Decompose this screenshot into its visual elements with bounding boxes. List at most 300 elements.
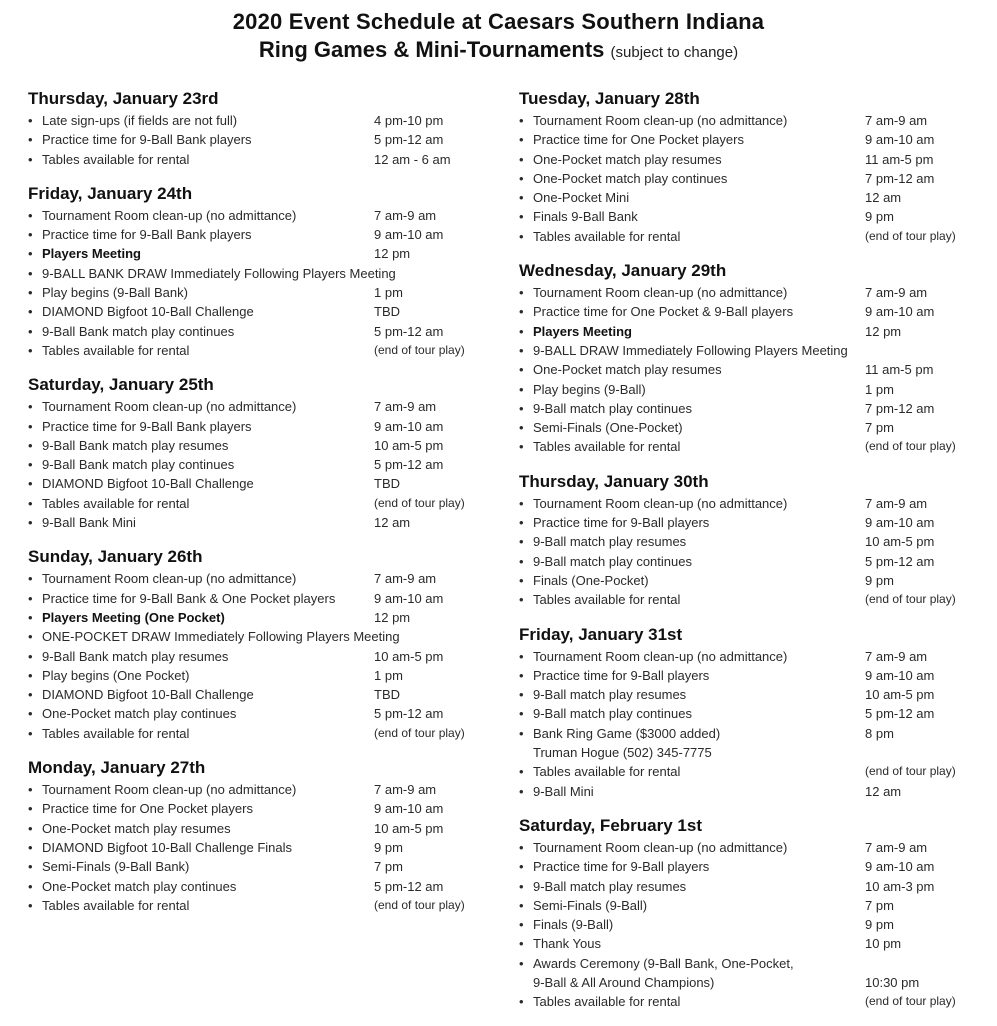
day-title: Thursday, January 30th xyxy=(519,471,709,491)
bullet-icon: • xyxy=(28,304,33,320)
schedule-row xyxy=(519,552,959,571)
bullet-icon: • xyxy=(519,783,524,799)
event-label: Tables available for rental xyxy=(533,439,681,455)
event-label: Practice time for 9-Ball Bank players xyxy=(42,132,252,148)
event-time: 7 am-9 am xyxy=(865,648,928,664)
event-label: DIAMOND Bigfoot 10-Ball Challenge xyxy=(42,687,254,703)
bullet-icon: • xyxy=(28,706,33,722)
event-time: 9 am-10 am xyxy=(865,304,935,320)
schedule-row xyxy=(519,934,959,953)
bullet-icon: • xyxy=(28,476,33,492)
bullet-icon: • xyxy=(519,400,524,416)
bullet-icon: • xyxy=(519,151,524,167)
event-label: Awards Ceremony (9-Ball Bank, One-Pocket, xyxy=(533,955,794,971)
schedule-row xyxy=(28,724,468,743)
bullet-icon: • xyxy=(519,285,524,301)
event-time: 9 am-10 am xyxy=(374,227,444,243)
event-time: (end of tour play) xyxy=(374,495,465,510)
day-title: Thursday, January 23rd xyxy=(28,89,219,108)
bullet-icon: • xyxy=(28,648,33,664)
event-label: Tables available for rental xyxy=(533,994,681,1010)
bullet-icon: • xyxy=(28,609,33,625)
schedule-row xyxy=(28,111,468,130)
event-time: 1 pm xyxy=(374,667,403,683)
bullet-icon: • xyxy=(519,113,524,128)
schedule-row xyxy=(28,264,468,283)
event-label: 9-BALL DRAW Immediately Following Players Meeting xyxy=(533,342,848,358)
schedule-row xyxy=(28,819,468,838)
schedule-row xyxy=(519,169,959,188)
day-title: Saturday, February 1st xyxy=(519,815,702,835)
event-label: Semi-Finals (9-Ball) xyxy=(533,897,648,913)
schedule-row xyxy=(519,283,959,302)
event-label: 9-Ball Bank match play continues xyxy=(42,457,235,473)
bullet-icon: • xyxy=(519,228,524,244)
event-time: 9 am-10 am xyxy=(865,132,935,148)
bullet-icon: • xyxy=(28,897,33,913)
bullet-icon: • xyxy=(28,457,33,473)
schedule-row xyxy=(519,762,959,781)
event-time: 10 am-5 pm xyxy=(374,437,444,453)
event-time: 5 pm-12 am xyxy=(374,706,444,722)
schedule-row xyxy=(519,322,959,341)
event-time: 5 pm-12 am xyxy=(374,132,444,148)
schedule-row xyxy=(519,494,959,513)
bullet-icon: • xyxy=(28,207,33,223)
bullet-icon: • xyxy=(519,381,524,397)
schedule-row xyxy=(28,589,468,608)
event-time: 9 pm xyxy=(865,572,894,588)
day-title: Sunday, January 26th xyxy=(28,547,203,567)
schedule-row xyxy=(519,915,959,934)
event-time: 9 am-10 am xyxy=(865,859,935,875)
right-column xyxy=(519,88,959,1026)
event-label: 9-Ball Bank Mini xyxy=(42,515,136,531)
day-section xyxy=(28,546,468,743)
event-time: 7 pm xyxy=(865,897,894,913)
schedule-row xyxy=(28,569,468,588)
schedule-row xyxy=(519,685,959,704)
bullet-icon: • xyxy=(519,209,524,225)
bullet-icon: • xyxy=(519,994,524,1010)
schedule-row xyxy=(519,782,959,801)
schedule-row xyxy=(519,513,959,532)
bullet-icon: • xyxy=(28,399,33,415)
day-title: Friday, January 31st xyxy=(519,624,683,644)
event-time: 7 am-9 am xyxy=(374,207,437,223)
event-label: Tournament Room clean-up (no admittance) xyxy=(533,113,788,128)
day-section xyxy=(28,183,468,360)
event-time: 11 am-5 pm xyxy=(865,151,934,167)
event-time: (end of tour play) xyxy=(865,228,956,243)
schedule-row xyxy=(28,685,468,704)
event-label: Finals 9-Ball Bank xyxy=(533,209,638,225)
schedule-row xyxy=(28,150,468,169)
page-title: 2020 Event Schedule at Caesars Southern Indiana xyxy=(232,9,765,34)
event-time: 7 pm xyxy=(374,859,403,875)
bullet-icon: • xyxy=(519,515,524,531)
schedule-row xyxy=(519,877,959,896)
event-time: 9 am-10 am xyxy=(374,590,444,606)
event-label: Tables available for rental xyxy=(42,151,190,167)
schedule-row xyxy=(519,437,959,456)
bullet-icon: • xyxy=(28,418,33,434)
event-label: Tables available for rental xyxy=(42,495,190,511)
event-time: 7 am-9 am xyxy=(374,399,437,415)
bullet-icon: • xyxy=(28,285,33,301)
bullet-icon: • xyxy=(519,648,524,664)
event-time: 9 am-10 am xyxy=(865,515,935,531)
bullet-icon: • xyxy=(28,151,33,167)
bullet-icon: • xyxy=(28,820,33,836)
bullet-icon: • xyxy=(519,132,524,148)
schedule-row xyxy=(519,111,959,130)
event-label: Tournament Room clean-up (no admittance) xyxy=(42,782,297,798)
event-time: 8 pm xyxy=(865,725,894,741)
event-label: Tournament Room clean-up (no admittance) xyxy=(42,571,297,587)
event-time: 10 am-5 pm xyxy=(374,648,444,664)
event-label: 9-Ball match play resumes xyxy=(533,534,687,550)
event-time: 9 pm xyxy=(865,917,894,933)
bullet-icon: • xyxy=(519,304,524,320)
event-time: 12 am xyxy=(374,515,411,531)
schedule-row xyxy=(28,780,468,799)
event-time: 5 pm-12 am xyxy=(374,323,444,339)
schedule-row xyxy=(519,857,959,876)
event-label: Thank Yous xyxy=(533,936,601,952)
schedule-row xyxy=(519,188,959,207)
event-label: Tables available for rental xyxy=(533,764,681,780)
event-time: 12 am - 6 am xyxy=(374,151,451,167)
schedule-row xyxy=(519,666,959,685)
event-time: 10 am-5 pm xyxy=(865,534,935,550)
schedule-row xyxy=(519,743,959,762)
event-time: 5 pm-12 am xyxy=(374,878,444,894)
event-label: Finals (One-Pocket) xyxy=(533,572,649,588)
bullet-icon: • xyxy=(519,572,524,588)
event-time: TBD xyxy=(374,476,400,492)
schedule-row xyxy=(28,474,468,493)
schedule-row xyxy=(28,225,468,244)
bullet-icon: • xyxy=(28,132,33,148)
event-label: One-Pocket match play resumes xyxy=(42,820,231,836)
schedule-row xyxy=(519,227,959,246)
bullet-icon: • xyxy=(519,534,524,550)
day-title: Wednesday, January 29th xyxy=(519,261,727,281)
bullet-icon: • xyxy=(519,342,524,358)
event-label: Tables available for rental xyxy=(42,725,190,741)
day-section xyxy=(519,815,959,1012)
event-time: 4 pm-10 pm xyxy=(374,113,444,128)
schedule-row xyxy=(519,380,959,399)
bullet-icon: • xyxy=(28,495,33,511)
bullet-icon: • xyxy=(519,495,524,511)
schedule-row xyxy=(519,360,959,379)
event-time: 12 pm xyxy=(374,246,411,262)
event-label: 9-Ball Bank match play resumes xyxy=(42,648,229,664)
event-label: One-Pocket Mini xyxy=(533,190,630,206)
bullet-icon: • xyxy=(28,801,33,817)
bullet-icon: • xyxy=(28,725,33,741)
event-time: 5 pm-12 am xyxy=(374,457,444,473)
bullet-icon: • xyxy=(28,571,33,587)
schedule-row xyxy=(28,666,468,685)
schedule-row xyxy=(28,896,468,915)
bullet-icon: • xyxy=(28,113,33,128)
event-label: Tables available for rental xyxy=(533,228,681,244)
schedule-row xyxy=(28,704,468,723)
bullet-icon: • xyxy=(519,687,524,703)
schedule-row xyxy=(519,647,959,666)
event-time: (end of tour play) xyxy=(374,897,465,912)
event-label: One-Pocket match play continues xyxy=(533,170,728,186)
day-section xyxy=(28,88,468,169)
bullet-icon: • xyxy=(519,323,524,339)
event-label: One-Pocket match play resumes xyxy=(533,362,722,378)
bullet-icon: • xyxy=(28,227,33,243)
schedule-row xyxy=(28,302,468,321)
bullet-icon xyxy=(519,743,533,762)
event-label: Bank Ring Game ($3000 added) xyxy=(533,725,721,741)
schedule-row xyxy=(28,799,468,818)
event-label: 9-Ball match play resumes xyxy=(533,687,687,703)
schedule-row xyxy=(28,341,468,360)
schedule-row xyxy=(28,877,468,896)
schedule-row xyxy=(28,627,468,646)
event-label: Play begins (One Pocket) xyxy=(42,667,190,683)
event-time: 9 am-10 am xyxy=(374,418,444,434)
bullet-icon: • xyxy=(28,437,33,453)
page-header xyxy=(0,0,997,67)
day-title: Tuesday, January 28th xyxy=(519,89,700,108)
schedule-row xyxy=(519,992,959,1011)
page-subtitle xyxy=(0,36,997,67)
event-label: Tournament Room clean-up (no admittance) xyxy=(533,648,788,664)
event-label: 9-Ball Mini xyxy=(533,783,594,799)
event-time: 10 pm xyxy=(865,936,902,952)
left-column xyxy=(28,88,468,929)
bullet-icon: • xyxy=(28,629,33,645)
event-label: DIAMOND Bigfoot 10-Ball Challenge Finals xyxy=(42,839,292,855)
event-label: Practice time for 9-Ball Bank & One Pocket players xyxy=(42,590,336,606)
bullet-icon: • xyxy=(519,553,524,569)
event-label: DIAMOND Bigfoot 10-Ball Challenge xyxy=(42,304,254,320)
schedule-row xyxy=(28,455,468,474)
event-label: DIAMOND Bigfoot 10-Ball Challenge xyxy=(42,476,254,492)
event-label: Practice time for One Pocket players xyxy=(42,801,253,817)
event-label: Semi-Finals (One-Pocket) xyxy=(533,420,683,436)
event-label: Truman Hogue (502) 345-7775 xyxy=(533,745,712,761)
event-time: 7 am-9 am xyxy=(374,571,437,587)
schedule-row xyxy=(519,302,959,321)
event-time: 5 pm-12 am xyxy=(865,553,935,569)
schedule-row xyxy=(519,590,959,609)
schedule-row xyxy=(519,207,959,226)
event-label: Tournament Room clean-up (no admittance) xyxy=(533,285,788,301)
event-time: 7 pm xyxy=(865,420,894,436)
event-time: (end of tour play) xyxy=(865,994,956,1009)
schedule-row xyxy=(519,341,959,360)
schedule-row xyxy=(519,704,959,723)
event-label: Tables available for rental xyxy=(533,592,681,608)
schedule-row xyxy=(28,436,468,455)
event-label: Semi-Finals (9-Ball Bank) xyxy=(42,859,190,875)
day-title: Saturday, January 25th xyxy=(28,375,214,395)
bullet-icon: • xyxy=(519,917,524,933)
event-label: Tournament Room clean-up (no admittance) xyxy=(42,399,297,415)
event-label: Tournament Room clean-up (no admittance) xyxy=(533,839,788,855)
event-time: 12 pm xyxy=(374,609,411,625)
bullet-icon: • xyxy=(519,420,524,436)
event-label: 9-BALL BANK DRAW Immediately Following Players Meeting xyxy=(42,265,396,281)
bullet-icon: • xyxy=(519,764,524,780)
event-time: 7 am-9 am xyxy=(865,839,928,855)
schedule-row xyxy=(28,494,468,513)
event-time: 10 am-5 pm xyxy=(374,820,444,836)
event-label: 9-Ball match play continues xyxy=(533,706,692,722)
event-label: Late sign-ups (if fields are not full) xyxy=(42,113,238,128)
day-section xyxy=(519,624,959,801)
event-time: 9 am-10 am xyxy=(865,667,935,683)
bullet-icon: • xyxy=(28,323,33,339)
event-time xyxy=(865,341,959,360)
bullet-icon: • xyxy=(519,936,524,952)
bullet-icon: • xyxy=(28,265,33,281)
bullet-icon: • xyxy=(28,342,33,358)
schedule-row xyxy=(28,608,468,627)
event-time: 12 am xyxy=(865,190,902,206)
event-label: One-Pocket match play continues xyxy=(42,706,237,722)
event-time: 1 pm xyxy=(374,285,403,301)
schedule-row xyxy=(519,954,959,973)
day-title: Friday, January 24th xyxy=(28,183,193,203)
bullet-icon: • xyxy=(519,839,524,855)
schedule-row xyxy=(519,896,959,915)
event-label: 9-Ball & All Around Champions) xyxy=(533,974,715,990)
event-label: Play begins (9-Ball Bank) xyxy=(42,285,188,301)
event-label: Practice time for 9-Ball players xyxy=(533,667,710,683)
event-label: 9-Ball Bank match play continues xyxy=(42,323,235,339)
event-label: Practice time for 9-Ball Bank players xyxy=(42,418,252,434)
event-time: 10 am-3 pm xyxy=(865,878,935,894)
event-label: 9-Ball Bank match play resumes xyxy=(42,437,229,453)
bullet-icon: • xyxy=(28,515,33,531)
schedule-row xyxy=(519,838,959,857)
bullet-icon: • xyxy=(519,878,524,894)
bullet-icon: • xyxy=(28,667,33,683)
schedule-row xyxy=(519,571,959,590)
event-time: 7 am-9 am xyxy=(865,285,928,301)
event-time xyxy=(865,743,959,762)
event-time: 7 am-9 am xyxy=(865,113,928,128)
day-section xyxy=(519,88,959,246)
event-time: 5 pm-12 am xyxy=(865,706,935,722)
event-label: One-Pocket match play resumes xyxy=(533,151,722,167)
event-label: Practice time for 9-Ball Bank players xyxy=(42,227,252,243)
event-time xyxy=(396,264,468,283)
day-section xyxy=(519,471,959,610)
event-label: Practice time for One Pocket & 9-Ball players xyxy=(533,304,794,320)
bullet-icon: • xyxy=(519,859,524,875)
bullet-icon: • xyxy=(519,592,524,608)
event-time: 7 am-9 am xyxy=(865,495,928,511)
schedule-row xyxy=(28,397,468,416)
schedule-row xyxy=(28,857,468,876)
event-label: Play begins (9-Ball) xyxy=(533,381,646,397)
subject-to-change-note: (subject to change) xyxy=(610,44,739,61)
schedule-row xyxy=(519,399,959,418)
event-time: TBD xyxy=(374,304,400,320)
schedule-row xyxy=(519,973,959,992)
schedule-row xyxy=(519,724,959,743)
event-time: (end of tour play) xyxy=(374,342,465,357)
event-label: Finals (9-Ball) xyxy=(533,917,614,933)
event-time: 10 am-5 pm xyxy=(865,687,935,703)
event-label: Practice time for 9-Ball players xyxy=(533,859,710,875)
bullet-icon: • xyxy=(519,667,524,683)
bullet-icon: • xyxy=(519,725,524,741)
bullet-icon: • xyxy=(519,362,524,378)
event-label: Players Meeting xyxy=(533,323,632,339)
schedule-row xyxy=(28,322,468,341)
schedule-row xyxy=(519,150,959,169)
schedule-row xyxy=(519,130,959,149)
event-label: Tournament Room clean-up (no admittance) xyxy=(533,495,788,511)
bullet-icon: • xyxy=(519,170,524,186)
event-label: Practice time for One Pocket players xyxy=(533,132,744,148)
bullet-icon: • xyxy=(28,782,33,798)
event-label: 9-Ball match play continues xyxy=(533,400,692,416)
event-time: 7 am-9 am xyxy=(374,782,437,798)
bullet-icon: • xyxy=(519,439,524,455)
bullet-icon: • xyxy=(519,190,524,206)
bullet-icon: • xyxy=(28,687,33,703)
bullet-icon xyxy=(519,973,533,992)
schedule-row xyxy=(28,647,468,666)
day-section xyxy=(519,260,959,457)
event-label: Tables available for rental xyxy=(42,342,190,358)
event-time: 7 pm-12 am xyxy=(865,400,935,416)
schedule-row xyxy=(519,532,959,551)
bullet-icon: • xyxy=(519,897,524,913)
bullet-icon: • xyxy=(28,859,33,875)
event-time: 9 pm xyxy=(865,209,894,225)
event-label: One-Pocket match play continues xyxy=(42,878,237,894)
event-time: 7 pm-12 am xyxy=(865,170,935,186)
event-time: 12 am xyxy=(865,783,902,799)
day-title: Monday, January 27th xyxy=(28,758,206,778)
bullet-icon: • xyxy=(519,955,524,971)
event-time: 9 pm xyxy=(374,839,403,855)
schedule-row xyxy=(28,244,468,263)
bullet-icon: • xyxy=(28,246,33,262)
schedule-row xyxy=(519,418,959,437)
event-time: 10:30 pm xyxy=(865,974,920,990)
event-time: 11 am-5 pm xyxy=(865,362,934,378)
event-time: (end of tour play) xyxy=(374,725,465,740)
bullet-icon: • xyxy=(28,878,33,894)
bullet-icon: • xyxy=(28,590,33,606)
schedule-row xyxy=(28,130,468,149)
schedule-row xyxy=(28,283,468,302)
bullet-icon: • xyxy=(519,706,524,722)
schedule-row xyxy=(28,838,468,857)
event-time xyxy=(400,627,468,646)
event-time: (end of tour play) xyxy=(865,764,956,779)
subtitle-text: Ring Games & Mini-Tournaments xyxy=(258,37,605,62)
event-time: 1 pm xyxy=(865,381,894,397)
event-label: Tables available for rental xyxy=(42,897,190,913)
